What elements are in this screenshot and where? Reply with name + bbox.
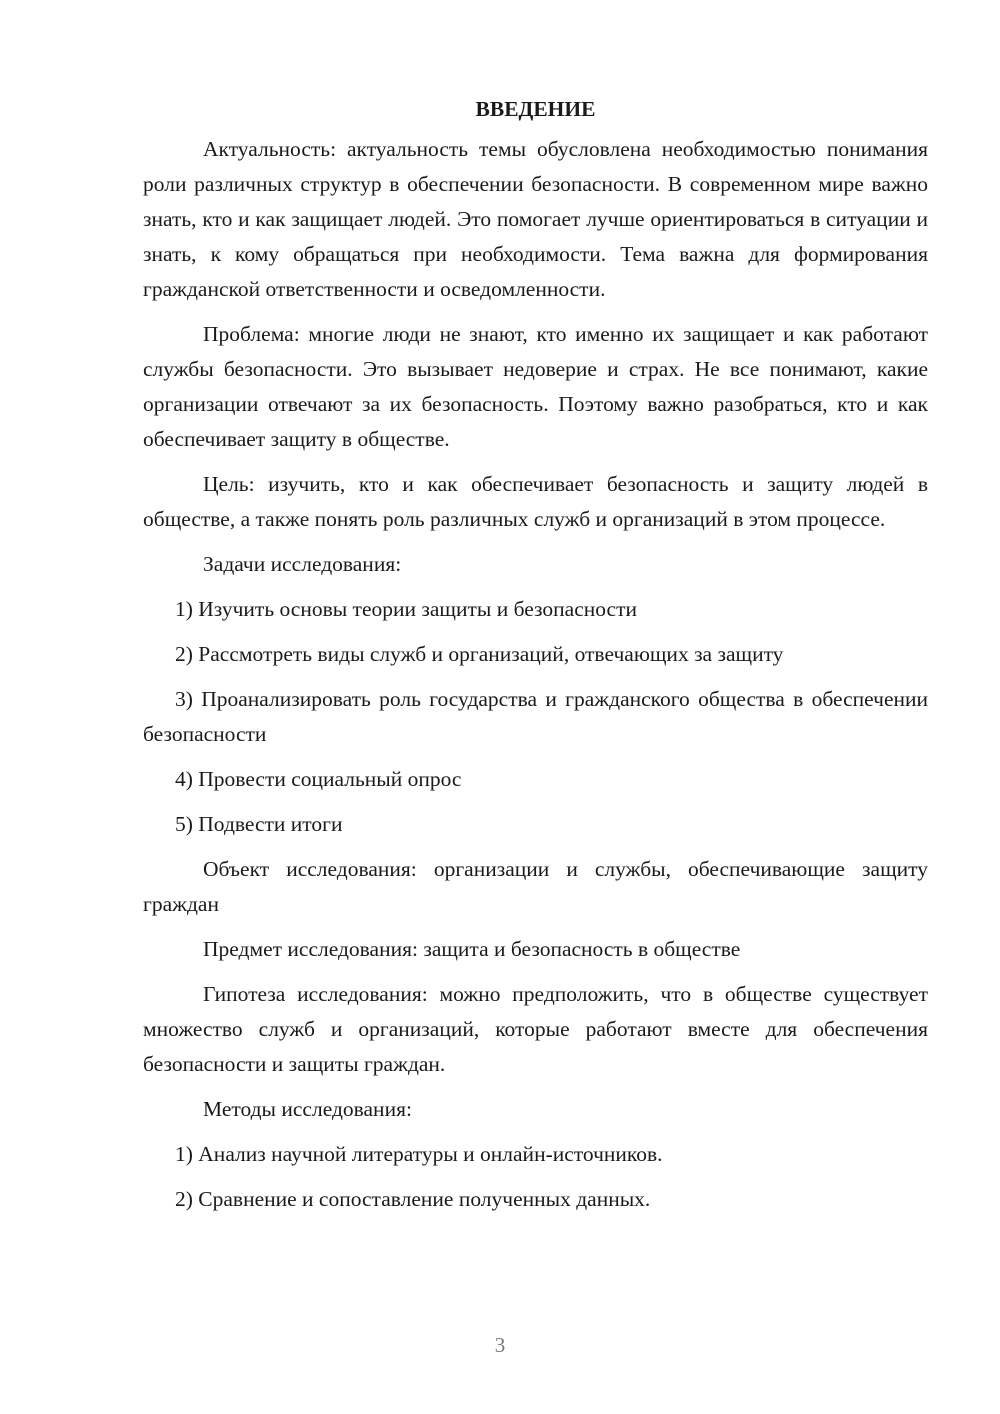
task-item-5: 5) Подвести итоги	[175, 812, 343, 836]
method-item-2: 2) Сравнение и сопоставление полученных данных.	[175, 1187, 651, 1211]
paragraph-hypothesis: Гипотеза исследования: можно предположить, что в обществе существует множество служб и организаций, которые работают вместе для обеспечения безопасности и защиты граждан.	[143, 982, 928, 1076]
methods-heading: Методы исследования:	[203, 1097, 412, 1121]
task-item-4: 4) Провести социальный опрос	[175, 767, 462, 791]
paragraph-goal: Цель: изучить, кто и как обеспечивает безопасность и защиту людей в обществе, а также понять роль различных служб и организаций в этом процессе.	[143, 472, 928, 531]
paragraph-relevance: Актуальность: актуальность темы обусловлена необходимостью понимания роли различных структур в обеспечении безопасности. В современном мире важно знать, кто и как защищает людей. Это помогает лучше ориентироваться в ситуации и знать, к кому обращаться при необходимости. Тема важна для формирования гражданской ответственности и осведомленности.	[143, 137, 928, 301]
paragraph-object: Объект исследования: организации и службы, обеспечивающие защиту граждан	[143, 857, 928, 916]
method-item-1: 1) Анализ научной литературы и онлайн-источников.	[175, 1142, 663, 1166]
page-number: 3	[494, 1333, 506, 1357]
paragraph-subject: Предмет исследования: защита и безопасность в обществе	[203, 937, 741, 961]
task-item-2: 2) Рассмотреть виды служб и организаций, отвечающих за защиту	[175, 642, 784, 666]
paragraph-problem: Проблема: многие люди не знают, кто именно их защищает и как работают службы безопасности. Это вызывает недоверие и страх. Не все понимают, какие организации отвечают за их безопасность. Поэтому важно разобраться, кто и как обеспечивает защиту в обществе.	[143, 322, 928, 451]
tasks-heading: Задачи исследования:	[203, 552, 402, 576]
document-page	[143, 92, 928, 1227]
task-item-3: 3) Проанализировать роль государства и гражданского общества в обеспечении безопасности	[143, 687, 928, 746]
task-item-1: 1) Изучить основы теории защиты и безопасности	[175, 597, 637, 621]
document-title: ВВЕДЕНИЕ	[475, 97, 596, 121]
